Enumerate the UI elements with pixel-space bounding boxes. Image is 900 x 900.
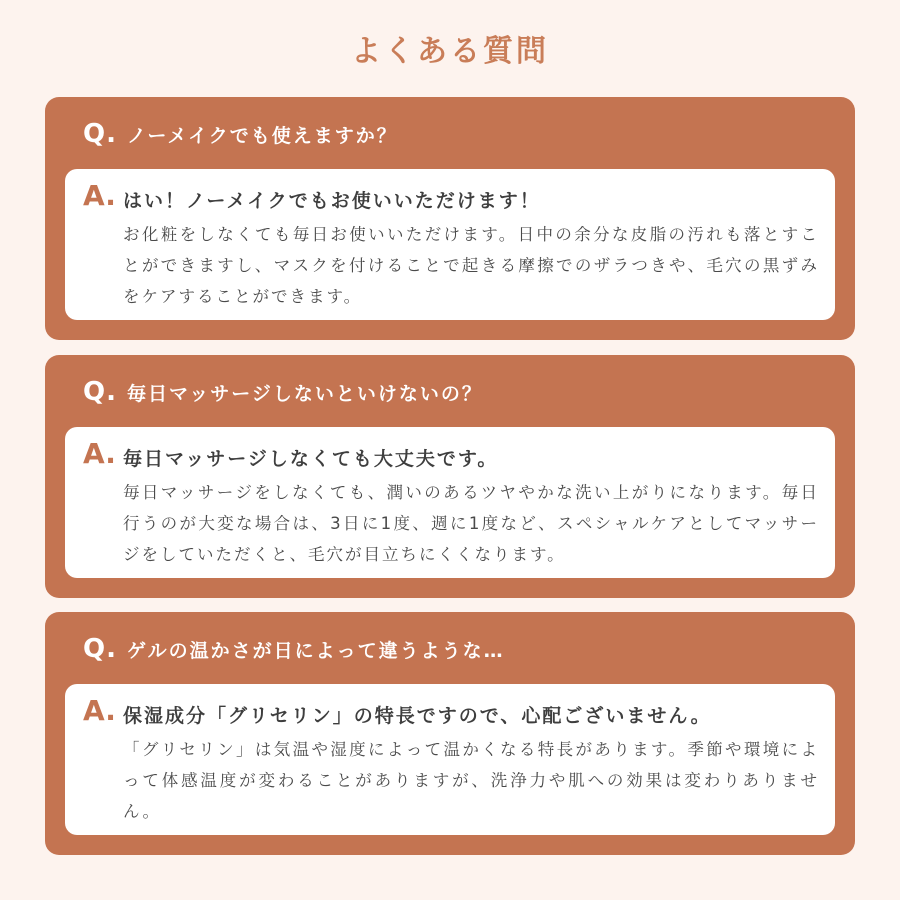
question-mark: Q. [83,634,117,664]
faq-item [45,355,855,598]
faq-item [45,612,855,855]
answer-mark: A. [83,437,116,470]
answer-title: 保湿成分「グリセリン」の特長ですので、心配ございません。 [123,705,712,727]
answer-body: 「グリセリン」は気温や湿度によって温かくなる特長があります。季節や環境によって体感温度が変わることがありますが、洗浄力や肌への効果は変わりありません。 [123,740,819,821]
answer-title: はい！ノーメイクでもお使いいただけます！ [123,190,541,212]
faq-item [45,97,855,340]
question-text: 毎日マッサージしないといけないの？ [126,383,483,405]
answer-box [65,684,835,835]
answer-body: お化粧をしなくても毎日お使いいただけます。日中の余分な皮脂の汚れも落とすことができますし、マスクを付けることで起きる摩擦でのザラつきや、毛穴の黒ずみをケアすることができます。 [123,225,819,306]
question-mark: Q. [83,377,117,407]
answer-mark: A. [83,694,116,727]
question-row [83,634,505,664]
question-row [83,119,398,149]
page-title: よくある質問 [351,34,549,69]
question-text: ノーメイクでも使えますか？ [126,125,398,147]
answer-mark: A. [83,179,116,212]
question-mark: Q. [83,119,117,149]
answer-box [65,169,835,320]
question-text: ゲルの温かさが日によって違うような… [126,640,505,662]
answer-body: 毎日マッサージをしなくても、潤いのあるツヤやかな洗い上がりになります。毎日行うのが大変な場合は、3日に1度、週に1度など、スペシャルケアとしてマッサージをしていただくと、毛穴が目立ちにくくなります。 [123,483,819,564]
answer-title: 毎日マッサージしなくても大丈夫です。 [123,448,499,470]
answer-box [65,427,835,578]
question-row [83,377,483,407]
